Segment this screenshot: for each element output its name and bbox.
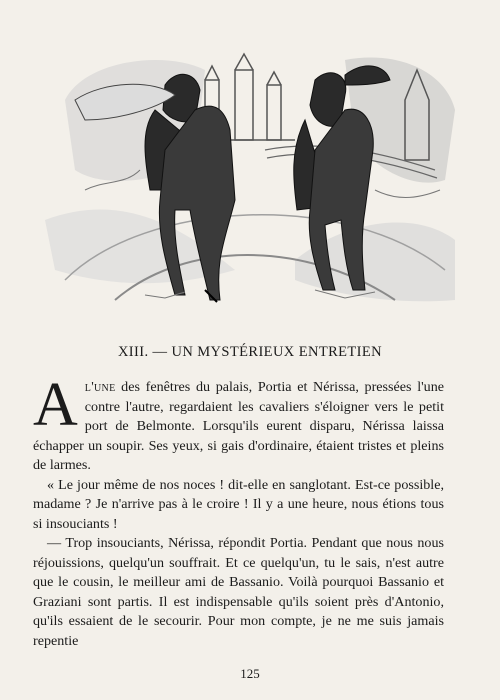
paragraph-2: « Le jour même de nos noces ! dit-elle en sanglotant. Est-ce possible, madame ? Je n'arrive pas à le croire ! Il y a une heure, nous étions tous si insouciants ! <box>33 476 444 532</box>
page-number: 125 <box>240 666 260 681</box>
drop-cap: A <box>33 371 78 439</box>
chapter-title: XIII. — UN MYSTÉRIEUX ENTRETIEN <box>117 344 383 360</box>
paragraph-1 <box>33 371 444 476</box>
paragraph-3: — Trop insouciants, Nérissa, répondit Portia. Pendant que nous nous réjouissions, quelqu'un souffrait. Et ce quelqu'un, tu le sais, n'est autre que le cousin, le meilleur ami de Bassanio. Voilà pourquoi Bassanio et Graziani sont partis. Il est indispensable qu'ils soient près d'Antonio, qu'ils essaient de le secourir. Pour mon compte, je ne me suis jamais repentie <box>33 535 444 649</box>
illustration-drawing <box>45 40 460 315</box>
illustration-two-riders <box>45 40 460 315</box>
chapter-body <box>33 371 444 651</box>
lead-word: l'une <box>84 379 116 395</box>
paragraph-1-text: des fenêtres du palais, Portia et Nérissa, pressées l'une contre l'autre, regardaient les cavaliers s'éloigner vers le petit port de Belmonte. Lorsqu'ils eurent disparu, Nérissa laissa échapper un soupir. Ses yeux, si gais d'ordinaire, étaient tristes et pleins de larmes. <box>33 379 444 473</box>
